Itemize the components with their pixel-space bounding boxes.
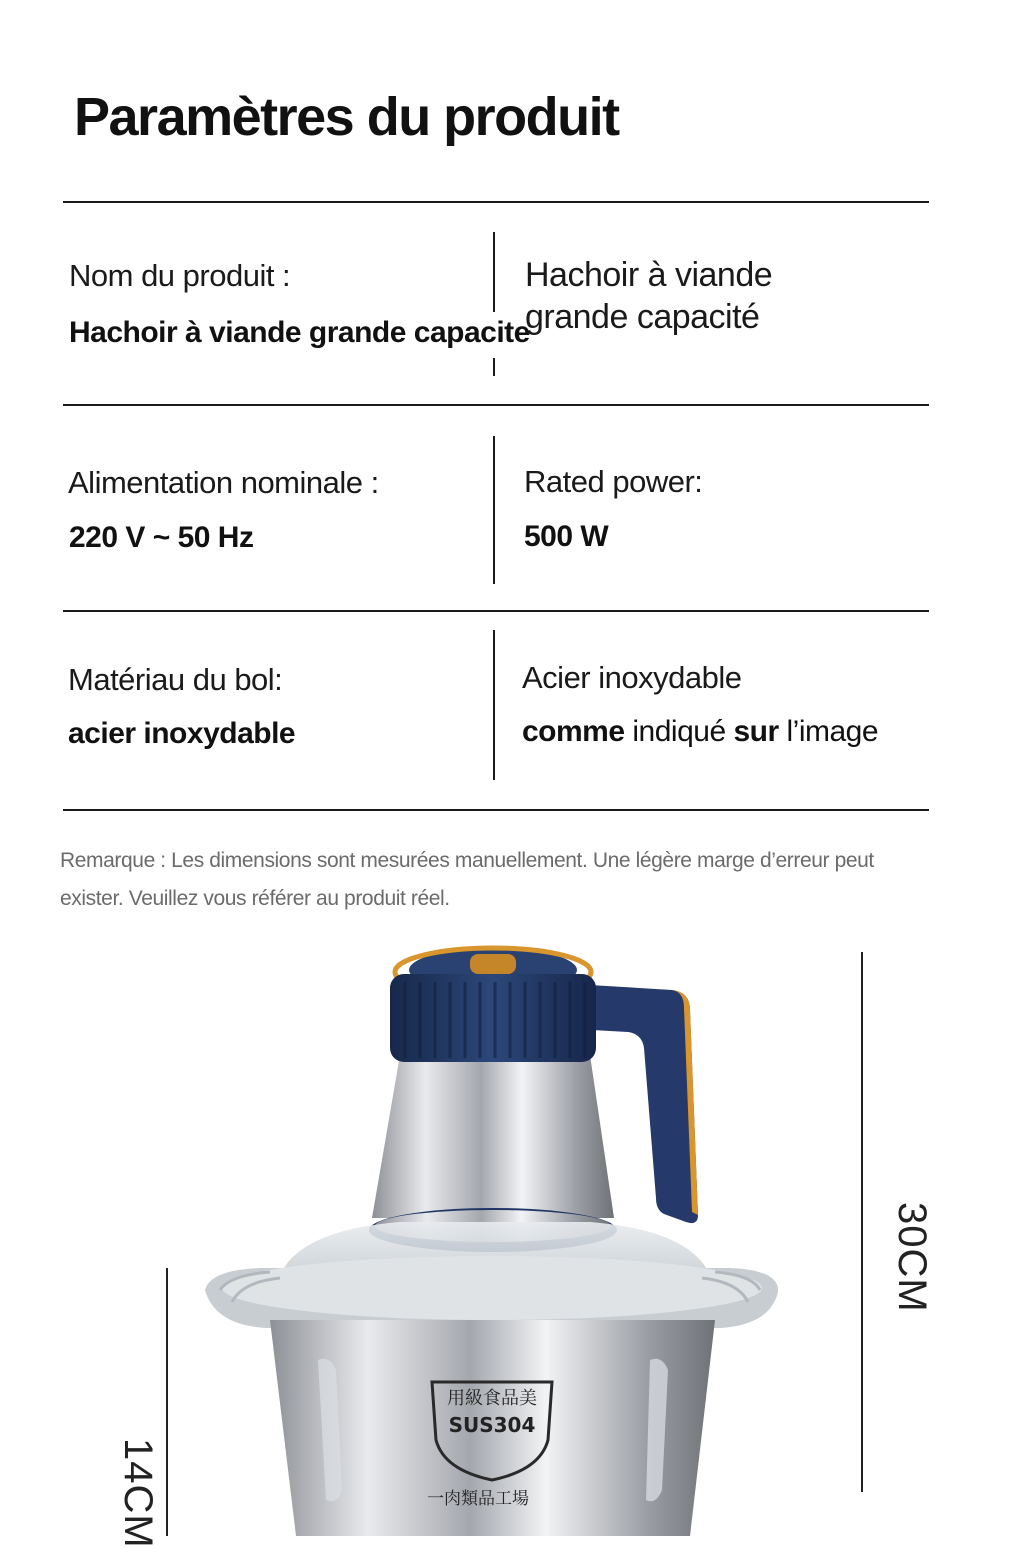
page-title: Paramètres du produit: [74, 87, 619, 147]
height-dimension-line: [861, 952, 863, 1492]
divider-row-2: [63, 610, 929, 612]
measurement-note: Remarque : Les dimensions sont mesurées manuellement. Une légère marge d’erreur peut exister. Veuillez vous référer au produit réel.: [60, 849, 874, 910]
divider-row-3: [63, 809, 929, 811]
product-name-label: Nom du produit :: [69, 258, 291, 293]
bowl-emblem-text-1: 用級食品美: [447, 1388, 537, 1409]
product-name-translation-line2: grande capacité: [525, 298, 760, 336]
width-dimension-line: [166, 1268, 168, 1536]
width-dimension-label: 14CM: [116, 1438, 160, 1549]
product-name-translation-line1: Hachoir à viande: [525, 256, 773, 294]
column-divider-1a: [493, 232, 495, 312]
column-divider-3: [493, 630, 495, 780]
column-divider-1b: [493, 358, 495, 376]
rated-voltage-label: Alimentation nominale :: [68, 465, 379, 500]
product-illustration: [0, 930, 1024, 1549]
divider-top: [63, 201, 929, 203]
divider-row-1: [63, 404, 929, 406]
bowl-emblem-text-2: SUS304: [448, 1413, 536, 1437]
rated-power-value: 500 W: [524, 520, 609, 553]
height-dimension-label: 30CM: [890, 1202, 934, 1313]
bowl-material-value: acier inoxydable: [68, 717, 296, 750]
material-translation-label: Acier inoxydable: [522, 660, 742, 695]
bowl-emblem-text-3: 一肉類品工場: [427, 1489, 529, 1509]
product-name-value: Hachoir à viande grande capacite: [69, 316, 530, 349]
rated-voltage-value: 220 V ~ 50 Hz: [69, 521, 254, 554]
rated-power-label: Rated power:: [524, 464, 703, 499]
column-divider-2: [493, 436, 495, 584]
bowl-material-label: Matériau du bol:: [68, 662, 283, 697]
material-translation-value: comme indiqué sur l’image: [522, 715, 879, 748]
